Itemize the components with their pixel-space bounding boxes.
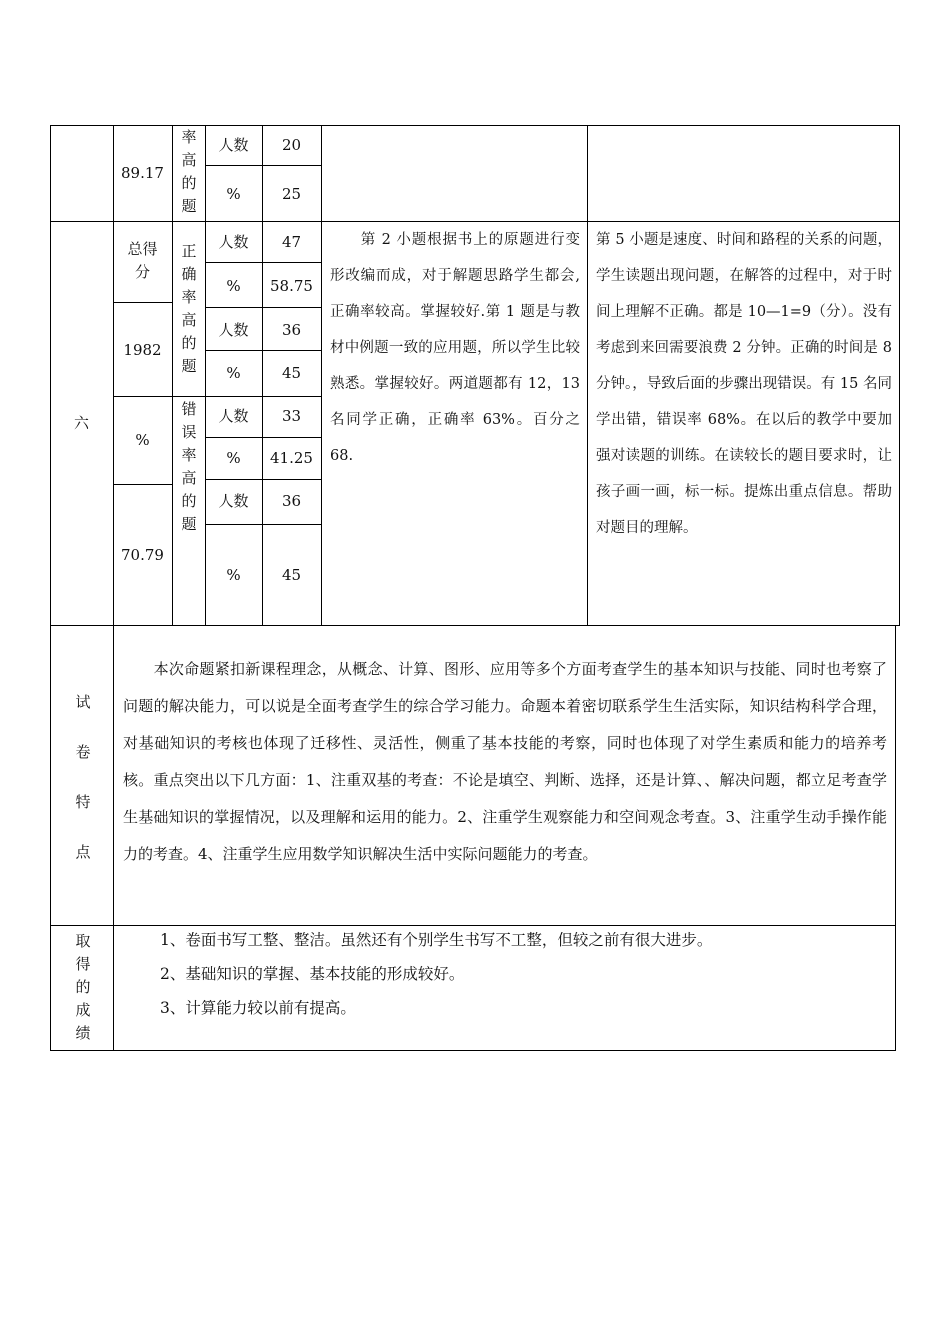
total-score-value: 1982 (123, 341, 162, 359)
category-label: 率 高 的 题 (181, 128, 197, 215)
table-border-right (899, 125, 900, 625)
wrong-rate-label: 错 误 率 高 的 题 (181, 400, 197, 533)
achievements-label: 取 得 的 成 绩 (75, 932, 91, 1042)
cell-divider (205, 524, 321, 525)
stat-label: % (226, 277, 241, 295)
correct-analysis-text: 第 2 小题根据书上的原题进行变形改编而成，对于解题思路学生都会,正确率较高。掌握较好.第 1 题是与教材中例题一致的应用题，所以学生比较熟悉。掌握较好。两道题都有 12，13 名同学正确，正确率 63%。百分之 68. (330, 232, 580, 464)
cell-divider (205, 479, 321, 480)
stat-value: 36 (281, 321, 302, 339)
table-col-divider (113, 625, 114, 1050)
stat-value: 33 (281, 407, 302, 425)
stat-label: % (226, 364, 241, 382)
achievement-item: 1、卷面书写工整、整洁。虽然还有个别学生书写不工整，但较之前有很大进步。 (160, 931, 713, 949)
table-row-divider (50, 625, 900, 626)
correct-rate-label: 正 确 率 高 的 题 (181, 242, 197, 375)
stat-value: 41.25 (270, 449, 313, 467)
average-percent-label: % (135, 431, 150, 449)
cell-divider (113, 302, 172, 303)
stat-value: 36 (281, 492, 302, 510)
stat-label: 人数 (218, 321, 249, 339)
stat-label: 人数 (218, 233, 249, 251)
stat-label: % (226, 566, 241, 584)
table-col-divider (321, 125, 322, 625)
total-score-label: 总得 分 (127, 240, 158, 281)
cell-divider (205, 437, 321, 438)
stat-label: % (226, 449, 241, 467)
item-number: 六 (73, 414, 89, 432)
percent-label: % (226, 185, 241, 203)
percent-value: 25 (281, 185, 302, 203)
stat-label: 人数 (218, 492, 249, 510)
cell-divider (205, 165, 321, 166)
cell-divider (205, 350, 321, 351)
stat-value: 47 (281, 233, 302, 251)
features-text: 本次命题紧扣新课程理念，从概念、计算、图形、应用等多个方面考查学生的基本知识与技能、同时也考察了问题的解决能力，可以说是全面考查学生的综合学习能力。命题本着密切联系学生生活实际，知识结构科学合理，对基础知识的考核也体现了迁移性、灵活性，侧重了基本技能的考察，同时也体现了对学生素质和能力的培养考核。重点突出以下几方面：1、注重双基的考查：不论是填空、判断、选择，还是计算、、解决问题，都立足考查学生基础知识的掌握情况，以及理解和运用的能力。2、注重学生观察能力和空间观念考查。3、注重学生动手操作能力的考查。4、注重学生应用数学知识解决生活中实际问题能力的考查。 (123, 660, 887, 863)
cell-divider (172, 396, 321, 397)
table-col-divider (587, 125, 588, 625)
table-border-right (895, 625, 896, 1050)
count-value: 20 (281, 136, 302, 154)
wrong-analysis-text: 第 5 小题是速度、时间和路程的关系的问题，学生读题出现问题，在解答的过程中，对于时间上理解不正确。都是 10—1=9（分）。没有考虑到来回需要浪费 2 分钟。正确的时间是 8 分钟。，导致后面的步骤出现错误。有 15 名同学出错，错误率 68%。在以后的教学中要加强对读题的训练。在读较长的题目要求时，让孩子画一画，标一标。提炼出重点信息。帮助对题目的理解。 (596, 232, 892, 536)
features-label: 试 卷 特 点 (75, 693, 91, 861)
cell-divider (113, 484, 172, 485)
table-border-bottom (50, 1050, 896, 1051)
table-col-divider (172, 125, 173, 625)
cell-divider (113, 396, 172, 397)
count-label: 人数 (218, 136, 249, 154)
achievement-item: 3、计算能力较以前有提高。 (160, 999, 356, 1017)
stat-value: 58.75 (270, 277, 313, 295)
stat-value: 45 (281, 364, 302, 382)
score-value: 89.17 (121, 164, 164, 182)
average-percent-value: 70.79 (121, 546, 164, 564)
cell-divider (205, 262, 321, 263)
cell-divider (205, 307, 321, 308)
achievement-item: 2、基础知识的掌握、基本技能的形成较好。 (160, 965, 465, 983)
stat-value: 45 (281, 566, 302, 584)
stat-label: 人数 (218, 407, 249, 425)
table-border-left (50, 125, 51, 1050)
